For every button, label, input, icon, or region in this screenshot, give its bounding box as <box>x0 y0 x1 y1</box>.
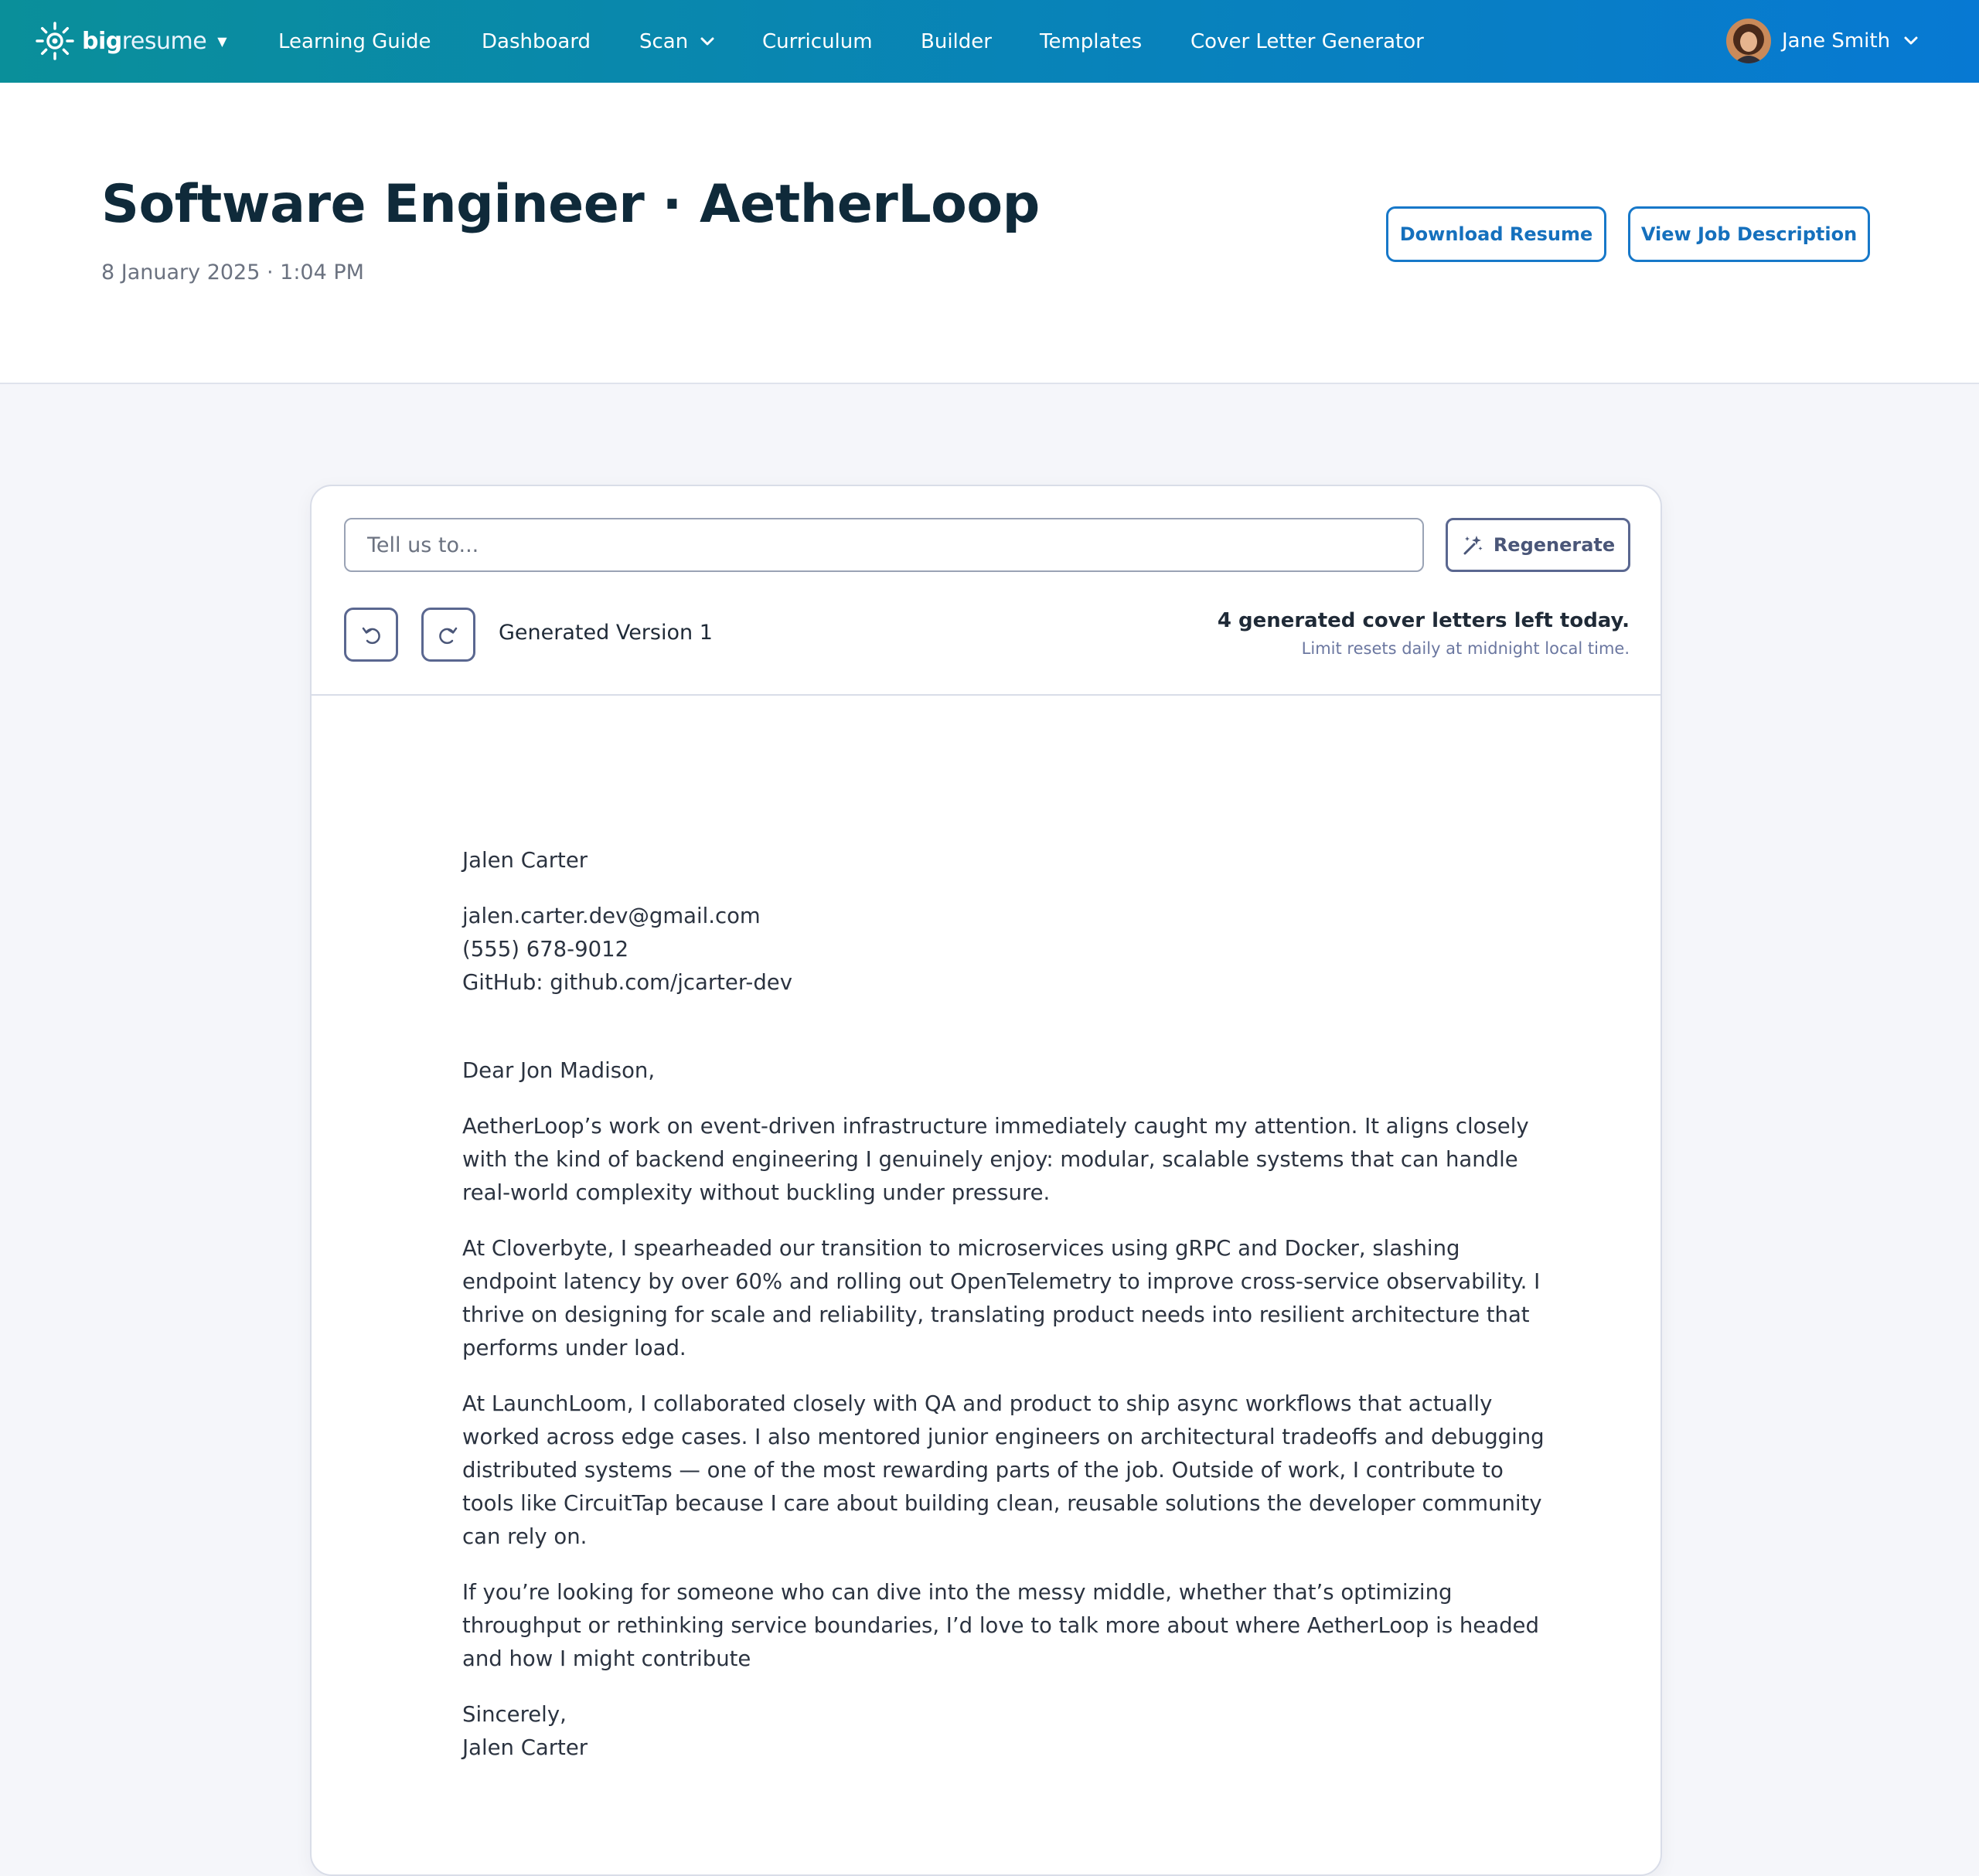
user-menu[interactable] <box>1726 19 1919 63</box>
chevron-down-icon <box>699 33 716 50</box>
nav-item-label: Scan <box>639 29 689 53</box>
regenerate-button[interactable] <box>1446 518 1630 572</box>
logo-wordmark-bold: big <box>82 27 122 55</box>
prompt-input[interactable] <box>344 518 1424 572</box>
undo-button[interactable] <box>344 608 398 662</box>
sender-github: GitHub: github.com/jcarter-dev <box>462 970 792 995</box>
version-label: Generated Version 1 <box>499 621 713 645</box>
regenerate-label: Regenerate <box>1493 534 1616 556</box>
undo-icon <box>359 622 383 647</box>
letter-closing: Sincerely, <box>462 1702 567 1727</box>
download-resume-button[interactable]: Download Resume <box>1386 206 1606 262</box>
letter-paragraph: AetherLoop’s work on event-driven infrastructure immediately caught my attention. It aligns closely with the kind of backend engineering I genuinely enjoy: modular, scalable systems that can handle real-world complexity without buckling under pressure. <box>462 1114 1529 1205</box>
nav-item-label: Builder <box>921 29 992 53</box>
nav-scan[interactable] <box>639 0 716 83</box>
page-date: 8 January 2025 · 1:04 PM <box>101 260 364 284</box>
caret-down-icon: ▼ <box>217 33 227 49</box>
quota-text: 4 generated cover letters left today. <box>1217 609 1630 632</box>
view-job-description-button[interactable]: View Job Description <box>1628 206 1870 262</box>
sender-email: jalen.carter.dev@gmail.com <box>462 904 761 928</box>
logo-wordmark-light: resume <box>121 27 207 55</box>
redo-button[interactable] <box>421 608 475 662</box>
redo-icon <box>436 622 461 647</box>
letter-paragraph: At LaunchLoom, I collaborated closely with QA and product to ship async workflows that actually worked across edge cases. I also mentored junior engineers on architectural tradeoffs and debugging distributed systems — one of the most rewarding parts of the job. Outside of work, I contribute to tools like CircuitTap because I care about building clean, reusable solutions the developer community can rely on. <box>462 1391 1545 1549</box>
magic-sparkle-icon <box>1461 533 1484 557</box>
cover-letter-body <box>462 844 1545 1765</box>
nav-curriculum[interactable] <box>762 0 873 83</box>
divider <box>312 694 1661 696</box>
nav-item-label: Cover Letter Generator <box>1190 29 1424 53</box>
page-title: Software Engineer · AetherLoop <box>101 174 1040 235</box>
letter-paragraph: If you’re looking for someone who can dive into the messy middle, whether that’s optimizing throughput or rethinking service boundaries, I’d love to talk more about where AetherLoop is headed and how I might contribute <box>462 1580 1539 1671</box>
nav-item-label: Templates <box>1040 29 1143 53</box>
avatar <box>1726 19 1771 63</box>
sender-phone: (555) 678-9012 <box>462 937 629 962</box>
page-header <box>0 83 1979 384</box>
top-navbar <box>0 0 1979 83</box>
nav-dashboard[interactable] <box>482 0 591 83</box>
letter-signature: Jalen Carter <box>462 1735 588 1760</box>
nav-item-label: Curriculum <box>762 29 873 53</box>
quota-note: Limit resets daily at midnight local time. <box>1301 639 1630 658</box>
nav-learning-guide[interactable] <box>278 0 431 83</box>
nav-item-label: Learning Guide <box>278 29 431 53</box>
sun-logo-icon <box>34 20 76 62</box>
logo[interactable] <box>34 20 227 62</box>
cover-letter-card <box>310 485 1662 1876</box>
letter-paragraph: At Cloverbyte, I spearheaded our transition to microservices using gRPC and Docker, slashing endpoint latency by over 60% and rolling out OpenTelemetry to improve cross-service observability. I thrive on designing for scale and reliability, translating product needs into resilient architecture that performs under load. <box>462 1236 1541 1360</box>
nav-templates[interactable] <box>1040 0 1142 83</box>
chevron-down-icon <box>1902 32 1919 49</box>
user-name: Jane Smith <box>1782 29 1891 53</box>
nav-builder[interactable] <box>921 0 992 83</box>
sender-name: Jalen Carter <box>462 848 588 873</box>
letter-greeting: Dear Jon Madison, <box>462 1058 656 1083</box>
nav-cover-letter-generator[interactable] <box>1190 0 1424 83</box>
nav-item-label: Dashboard <box>482 29 591 53</box>
